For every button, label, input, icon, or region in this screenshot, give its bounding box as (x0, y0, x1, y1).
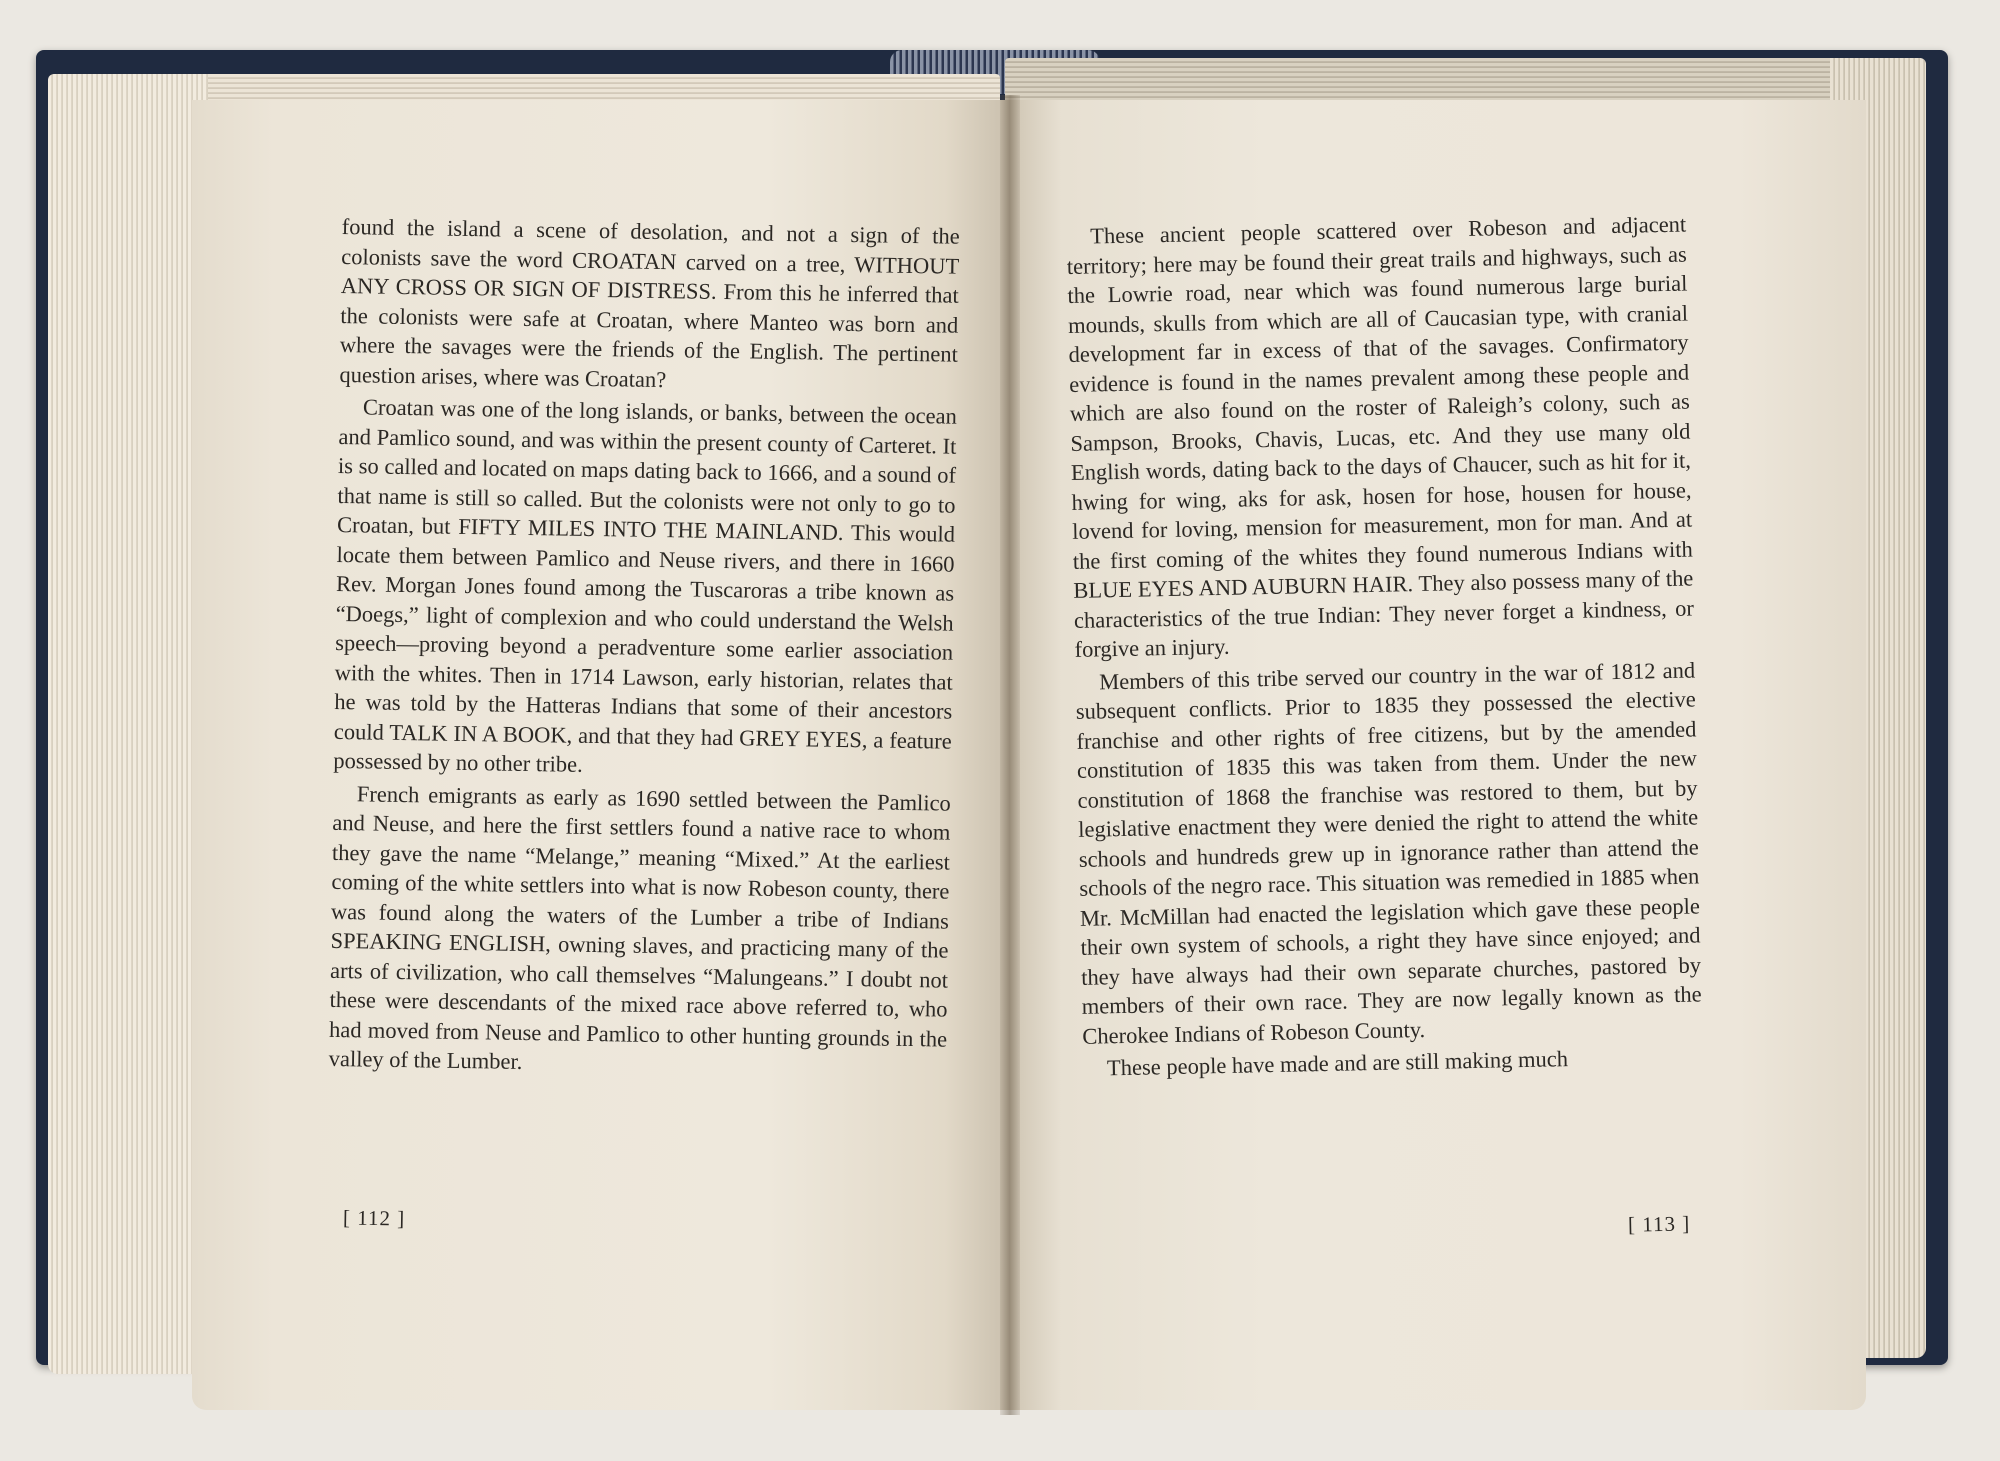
right-paragraph-3: These people have made and are still making much (1106, 1046, 1569, 1081)
left-page-edges (48, 74, 208, 1374)
right-page-number: [ 113 ] (1627, 1211, 1691, 1237)
left-paragraph-3: French emigrants as early as 1690 settled between the Pamlico and Neuse, and here the first settlers found a native race to whom they gave the name “Melange,” meaning “Mixed.” At the earliest coming of the white settlers into what is now Robeson county, there was found along the waters of the Lumber a tribe of Indians SPEAKING ENGLISH, owning slaves, and practicing many of the arts of civilization, who call themselves “Malungeans.” I doubt not these were descendants of the mixed race above referred to, who had moved from Neuse and Pamlico to other hunting grounds in the valley of the Lumber. (328, 780, 951, 1074)
left-page-text (328, 212, 959, 1083)
book-gutter (1000, 95, 1020, 1415)
left-page-number: [ 112 ] (342, 1205, 406, 1231)
left-paragraph-2: Croatan was one of the long islands, or banks, between the ocean and Pamlico sound, and was within the present county of Carteret. It is so called and located on maps dating back to 1666, and a sound of that name is still so called. But the colonists were not only to go to Croatan, but FIFTY MILES INTO THE MAINLAND. This would locate them between Pamlico and Neuse rivers, and there in 1660 Rev. Morgan Jones found among the Tuscaroras a tribe known as “Doegs,” light of complexion and who could understand the Welsh speech—proving beyond a peradventure some earlier association with the whites. Then in 1714 Lawson, early historian, relates that he was told by the Hatteras Indians that some of their ancestors could TALK IN A BOOK, and that they had GREY EYES, a feature possessed by no other tribe. (333, 394, 958, 777)
right-paragraph-2: Members of this tribe served our country in the war of 1812 and subsequent conflicts. Prior to 1835 they possessed the elective franchise and other rights of free citizens, but by the amended constitution of 1835 this was taken from them. Under the new constitution of 1868 the franchise was restored to them, but by legislative enactment they were denied the right to attend the white schools and hundreds grew up in ignorance rather than attend the schools of the negro race. This situation was remedied in 1885 when Mr. McMillan had enacted the legislation which gave these people their own system of schools, a right they have since enjoyed; and they have always had their own separate churches, pastored by members of their own race. They are now legally known as the Cherokee Indians of Robeson County. (1075, 656, 1702, 1049)
right-page-text (1066, 210, 1703, 1084)
left-paragraph-1: found the island a scene of desolation, and not a sign of the colonists save the word CROATAN carved on a tree, WITHOUT ANY CROSS OR SIGN OF DISTRESS. From this he inferred that the colonists were safe at Croatan, where Manteo was born and where the savages were the friends of the English. The pertinent question arises, where was Croatan? (339, 213, 960, 392)
right-paragraph-1: These ancient people scattered over Robeson and adjacent territory; here may be found their great trails and highways, such as the Lowrie road, near which was found numerous large burial mounds, skulls from which are all of Caucasian type, with cranial development far in excess of that of the savages. Confirmatory evidence is found in the names prevalent among these people and which are also found on the roster of Raleigh’s colony, such as Sampson, Brooks, Chavis, Lucas, etc. And they use many old English words, dating back to the days of Chaucer, such as hit for it, hwing for wing, aks for ask, hosen for hose, housen for house, lovend for loving, mension for measurement, mon for man. And at the first coming of the whites they found numerous Indians with BLUE EYES AND AUBURN HAIR. They also possess many of the characteristics of the true Indian: They never forget a kindness, or forgive an injury. (1066, 211, 1695, 662)
